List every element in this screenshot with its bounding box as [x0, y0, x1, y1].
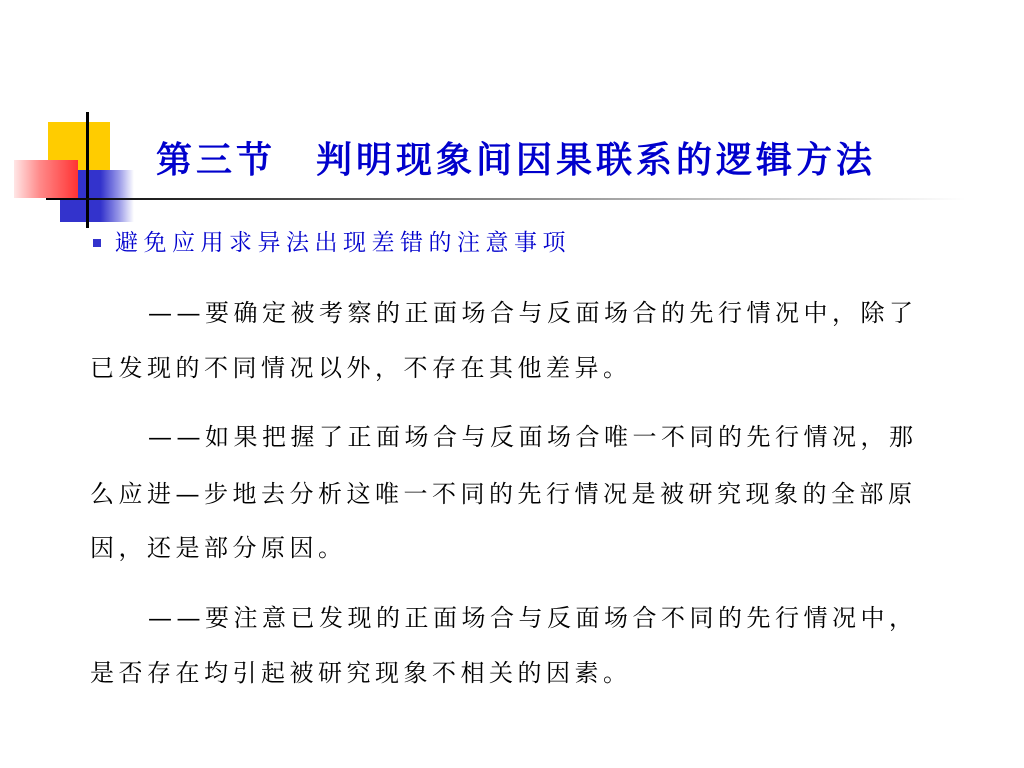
paragraph-line: ——要确定被考察的正面场合与反面场合的先行情况中，除了 — [148, 299, 918, 327]
paragraph-line: 因，还是部分原因。 — [90, 534, 347, 562]
logo-vertical-line — [86, 112, 89, 228]
logo-red-rectangle — [14, 160, 78, 198]
paragraph-line: 么应进—步地去分析这唯一不同的先行情况是被研究现象的全部原 — [90, 480, 917, 508]
paragraph-line: 是否存在均引起被研究现象不相关的因素。 — [90, 659, 632, 687]
square-bullet-icon — [93, 239, 101, 247]
slide-title: 第三节 判明现象间因果联系的逻辑方法 — [156, 139, 877, 181]
paragraph-line: 已发现的不同情况以外，不存在其他差异。 — [90, 354, 632, 382]
bullet-heading: 避免应用求异法出现差错的注意事项 — [115, 230, 571, 256]
paragraph-line: ——如果把握了正面场合与反面场合唯一不同的先行情况，那 — [148, 423, 918, 451]
title-underline — [46, 198, 966, 200]
paragraph-line: ——要注意已发现的正面场合与反面场合不同的先行情况中， — [148, 604, 918, 632]
logo-decoration — [0, 0, 170, 240]
